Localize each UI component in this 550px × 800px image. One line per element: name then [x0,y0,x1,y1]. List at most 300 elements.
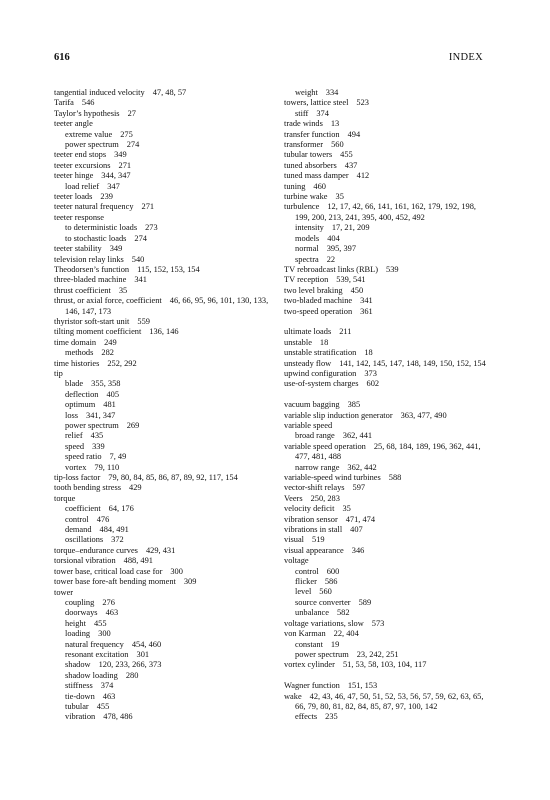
index-page-refs: 271 [141,202,155,212]
index-term: voltage variations, slow [284,618,364,628]
index-term: oscillations [65,535,104,545]
index-term: turbine wake [284,192,328,202]
index-entry [284,629,489,639]
index-page-refs: 374 [316,108,329,118]
index-term: extreme value [65,129,113,139]
index-term: Wagner function [284,681,340,691]
index-term: torque–endurance curves [54,545,138,555]
index-subentry [54,400,276,410]
index-term: constant [295,639,323,649]
index-term: teeter end stops [54,150,107,160]
index-page-refs: 372 [111,535,124,545]
index-term: loading [65,629,91,639]
index-term: variable-speed wind turbines [284,473,381,482]
index-page-refs: 586 [324,577,338,587]
index-entry [284,411,489,421]
index-page-refs: 250, 283 [310,493,340,503]
index-entry [54,109,276,119]
index-page-refs: 274 [134,233,147,243]
index-term: teeter hinge [54,171,94,181]
index-page-refs: 471, 474 [345,514,376,524]
index-entry [54,567,276,577]
index-term: transformer [284,140,324,150]
index-entry [284,483,489,493]
index-term: teeter response [54,212,104,222]
index-page-refs: 539, 541 [336,275,366,285]
index-page-refs: 407 [350,525,363,535]
index-entry [54,317,276,327]
index-term: flicker [295,577,317,587]
index-page-refs: 463 [102,691,116,701]
index-subentry [284,223,489,233]
index-page-refs: 235 [325,712,338,722]
index-page-refs: 347 [107,181,120,191]
index-term: transfer function [284,129,340,139]
index-entry [54,286,276,296]
index-entry [54,494,276,504]
index-page-refs: 602 [366,379,380,389]
index-page-refs: 437 [344,160,358,170]
index-term: variable speed operation [284,441,366,451]
index-page-refs: 46, 66, 95, 96, 101, 130, 133, 146, 147, 173 [65,296,269,316]
index-term: television relay links [54,254,124,264]
index-page-refs: 35 [118,285,128,295]
index-page-refs: 597 [352,483,366,493]
index-term: control [295,566,319,576]
index-term: vibration [65,712,96,722]
index-term: tooth bending stress [54,483,121,493]
index-entry [54,577,276,587]
index-page-refs: 395, 397 [326,244,357,254]
index-entry [284,421,489,431]
index-subentry [54,504,276,514]
index-page-refs: 478, 486 [103,712,133,722]
index-term: tilting moment coefficient [54,327,142,337]
index-entry [284,130,489,140]
index-page-refs: 269 [126,421,140,430]
index-entry [54,171,276,181]
index-term: teeter stability [54,244,102,254]
index-page-refs: 17, 21, 209 [331,223,370,233]
index-entry [54,473,276,483]
index-page-refs: 412 [356,171,370,181]
index-term: spectra [295,254,319,264]
index-term: teeter natural frequency [54,202,134,212]
index-term: tuning [284,181,306,191]
index-page-refs: 560 [319,587,332,597]
index-page-refs: 120, 233, 266, 373 [98,660,162,670]
index-subentry [284,255,489,265]
index-page-refs: 373 [364,368,377,378]
index-subentry [54,348,276,358]
index-entry [284,400,489,410]
index-subentry [284,567,489,577]
index-subentry [284,244,489,254]
index-subentry [284,587,489,597]
page-header [54,52,483,63]
index-term: thrust coefficient [54,285,111,295]
index-term: to deterministic loads [65,223,138,233]
index-page-refs: 385 [347,400,361,410]
index-term: natural frequency [65,639,124,649]
index-page-refs: 484, 491 [99,525,129,535]
index-page-refs: 273 [145,223,158,233]
index-term: deflection [65,389,99,399]
index-entry [54,98,276,108]
index-term: tuned mass damper [284,171,349,181]
index-subentry [54,431,276,441]
index-page-refs: 115, 152, 153, 154 [137,264,200,274]
index-page-refs: 22, 404 [333,629,359,639]
index-entry [284,660,489,670]
index-term: trade winds [284,119,323,129]
index-page-refs: 349 [109,244,123,254]
index-entry [54,255,276,265]
index-term: speed [65,441,85,451]
index-page-refs: 276 [102,597,115,607]
index-term: doorways [65,608,98,618]
index-page-refs: 374 [100,681,114,691]
index-term: Taylor’s hypothesis [54,108,120,118]
index-subentry [54,411,276,421]
index-term: torque [54,493,76,503]
index-term: height [65,618,86,628]
index-term: speed ratio [65,452,102,462]
index-term: visual appearance [284,545,344,555]
index-subentry [284,577,489,587]
index-term: stiffness [65,681,93,691]
index-entry [54,202,276,212]
index-entry [54,192,276,202]
index-term: power spectrum [295,649,349,659]
index-term: tower base fore-aft bending moment [54,577,176,587]
index-subentry [54,650,276,660]
index-page-refs: 546 [81,98,95,108]
index-entry [54,150,276,160]
index-term: vacuum bagging [284,400,340,410]
index-page-refs: 309 [183,577,197,587]
index-page-refs: 42, 43, 46, 47, 50, 51, 52, 53, 56, 57, 59, 62, 63, 65, 66, 79, 80, 81, 82, 84, 85, 87, 97, 100, 142 [295,691,484,711]
index-term: two-speed operation [284,306,353,316]
index-page-refs: 355, 358 [91,379,121,389]
index-subentry [54,463,276,473]
index-subentry [54,629,276,639]
index-entry [284,202,489,223]
index-term: tower base, critical load case for [54,566,163,576]
index-page-refs: 460 [313,181,326,191]
index-entry [284,504,489,514]
index-subentry [54,379,276,389]
index-entry [284,192,489,202]
index-term: von Karman [284,629,326,639]
index-entry [284,161,489,171]
index-page-refs: 455 [96,701,110,711]
index-term: turbulence [284,202,320,212]
index-page-refs: 18 [319,337,329,347]
index-page-refs: 600 [326,566,340,576]
index-subentry [54,671,276,681]
index-term: unstable stratification [284,348,357,358]
index-entry [54,483,276,493]
index-page-refs: 404 [327,233,340,243]
index-entry [284,369,489,379]
index-subentry [54,702,276,712]
index-subentry [54,130,276,140]
index-subentry [54,660,276,670]
index-subentry [54,442,276,452]
index-term: teeter loads [54,192,93,202]
index-page-refs: 35 [342,504,351,514]
index-entry [54,546,276,556]
index-term: torsional vibration [54,556,116,566]
index-term: upwind configuration [284,368,357,378]
letter-group-gap [284,317,489,327]
index-page-refs: 450 [350,285,364,295]
index-subentry [54,692,276,702]
index-term: models [295,233,320,243]
index-term: unsteady flow [284,358,332,368]
index-page-refs: 455 [93,618,107,628]
index-subentry [284,234,489,244]
index-term: tower [54,587,74,597]
index-term: vortex [65,462,87,472]
index-term: thyristor soft-start unit [54,316,130,326]
running-head: INDEX [448,52,483,63]
index-page-refs: 363, 477, 490 [400,410,447,420]
index-term: vibration sensor [284,514,338,524]
index-term: shadow [65,660,91,670]
index-entry [284,171,489,181]
index-term: normal [295,244,319,254]
index-term: tip [54,368,63,378]
index-page-refs: 151, 153 [347,681,378,691]
index-subentry [284,598,489,608]
index-term: tie-down [65,691,95,701]
index-term: tubular [65,701,89,711]
index-term: Tarifa [54,98,74,108]
index-term: three-bladed machine [54,275,127,285]
index-entry [284,348,489,358]
index-term: power spectrum [65,140,119,150]
index-term: teeter angle [54,119,93,129]
index-entry [284,359,489,369]
index-page-refs: 476 [96,514,110,524]
index-entry [284,296,489,306]
index-entry [54,369,276,379]
index-term: teeter excursions [54,160,111,170]
index-subentry [54,390,276,400]
index-term: tangential induced velocity [54,88,145,97]
index-term: source converter [295,597,351,607]
index-page-refs: 301 [136,649,150,659]
index-page-refs: 454, 460 [131,639,162,649]
index-subentry [54,640,276,650]
index-term: stiff [295,108,309,118]
index-term: use-of-system charges [284,379,359,389]
index-entry [54,327,276,337]
index-entry [284,473,489,483]
index-entry [284,119,489,129]
index-term: tubular towers [284,150,333,160]
index-page-refs: 252, 292 [107,358,137,368]
index-page-refs: 23, 242, 251 [356,649,399,659]
index-subentry [284,463,489,473]
index-term: time domain [54,337,97,347]
index-term: tuned absorbers [284,160,337,170]
index-entry [54,161,276,171]
index-entry [284,286,489,296]
index-term: thrust, or axial force, coefficient [54,296,162,306]
index-term: time histories [54,358,100,368]
index-page-refs: 559 [137,316,150,326]
index-term: tip-loss factor [54,473,101,483]
index-entry [54,275,276,285]
index-page-refs: 271 [118,160,132,170]
page-number: 616 [54,52,70,63]
index-entry [54,296,276,317]
index-page-refs: 573 [371,618,385,628]
index-term: control [65,514,89,524]
index-term: shadow loading [65,670,118,680]
index-term: broad range [295,431,335,441]
index-page-refs: 79, 80, 84, 85, 86, 87, 89, 92, 117, 154 [108,473,238,483]
index-page-refs: 346 [351,545,365,555]
index-entry [284,442,489,463]
index-term: power spectrum [65,421,119,430]
index-entry [284,275,489,285]
index-term: narrow range [295,462,340,472]
index-page-refs: 339 [92,441,105,451]
index-page-refs: 282 [101,348,114,358]
index-term: variable speed [284,420,333,430]
index-page-refs: 35 [335,192,344,202]
index-entry [284,525,489,535]
index-entry [54,244,276,254]
index-page-refs: 539 [386,264,399,274]
index-page-refs: 523 [356,98,369,108]
index-page-refs: 582 [336,608,350,618]
index-subentry [284,640,489,650]
index-subentry [284,712,489,722]
index-column-right [284,88,489,723]
index-page-refs: 362, 441 [342,431,373,441]
index-entry [284,98,489,108]
index-page-refs: 589 [358,597,372,607]
index-entry [54,265,276,275]
index-subentry [54,535,276,545]
index-term: unbalance [295,608,329,618]
index-subentry [284,88,489,98]
index-subentry [54,452,276,462]
index-entry [54,213,276,223]
index-term: coupling [65,597,95,607]
index-term: two level braking [284,285,343,295]
index-term: ultimate loads [284,327,332,337]
index-subentry [54,608,276,618]
index-subentry [284,109,489,119]
index-entry [284,150,489,160]
index-page-refs: 64, 176 [108,504,134,514]
index-page-refs: 136, 146 [149,327,179,337]
index-entry [284,535,489,545]
index-page-refs: 344, 347 [101,171,131,181]
index-subentry [54,525,276,535]
index-term: demand [65,525,92,535]
index-page-refs: 211 [339,327,352,337]
index-term: resonant excitation [65,649,129,659]
index-entry [284,327,489,337]
index-subentry [284,650,489,660]
index-subentry [54,598,276,608]
index-subentry [54,619,276,629]
index-page-refs: 463 [105,608,119,618]
index-entry [284,379,489,389]
index-page-refs: 341, 347 [86,410,116,420]
index-term: load relief [65,181,100,191]
index-entry [54,359,276,369]
index-page-refs: 435 [90,431,104,441]
index-term: two-bladed machine [284,296,353,306]
index-page-refs: 540 [131,254,145,264]
index-entry [284,681,489,691]
index-subentry [54,421,276,431]
index-page-refs: 300 [98,629,111,639]
index-entry [284,619,489,629]
index-subentry [54,234,276,244]
index-entry [284,546,489,556]
index-subentry [284,608,489,618]
index-entry [54,88,276,98]
index-entry [284,494,489,504]
index-page-refs: 141, 142, 145, 147, 148, 149, 150, 152, 154 [339,358,486,368]
index-page-refs: 19 [330,639,340,649]
index-entry [284,182,489,192]
index-page-refs: 25, 68, 184, 189, 196, 362, 441, 477, 481, 488 [295,441,481,462]
index-term: Theodorsen’s function [54,264,130,274]
index-term: effects [295,712,318,722]
index-page-refs: 249 [104,337,117,347]
index-subentry [54,223,276,233]
index-page-refs: 494 [347,129,361,139]
index-page-refs: 22 [326,254,336,264]
index-entry [284,307,489,317]
index-entry [284,515,489,525]
index-subentry [54,182,276,192]
index-term: intensity [295,223,324,233]
index-page-refs: 488, 491 [123,556,153,566]
index-page-refs: 79, 110 [94,462,120,472]
index-term: Veers [284,493,303,503]
letter-group-gap [284,390,489,400]
index-entry [54,119,276,129]
index-page-refs: 18 [364,348,373,358]
index-page-refs: 455 [340,150,353,160]
index-term: velocity deficit [284,504,335,514]
index-term: voltage [284,556,309,566]
index-entry [54,338,276,348]
index-entry [284,556,489,566]
index-page-refs: 341 [360,296,373,306]
index-page-refs: 300 [170,566,183,576]
index-term: vector-shift relays [284,483,345,493]
index-page-refs: 588 [388,473,402,482]
index-page-refs: 429 [129,483,142,493]
index-page-refs: 341 [134,275,147,285]
index-subentry [284,431,489,441]
index-entry [284,692,489,713]
index-page-refs: 27 [127,108,136,118]
index-page-refs: 362, 442 [347,462,377,472]
